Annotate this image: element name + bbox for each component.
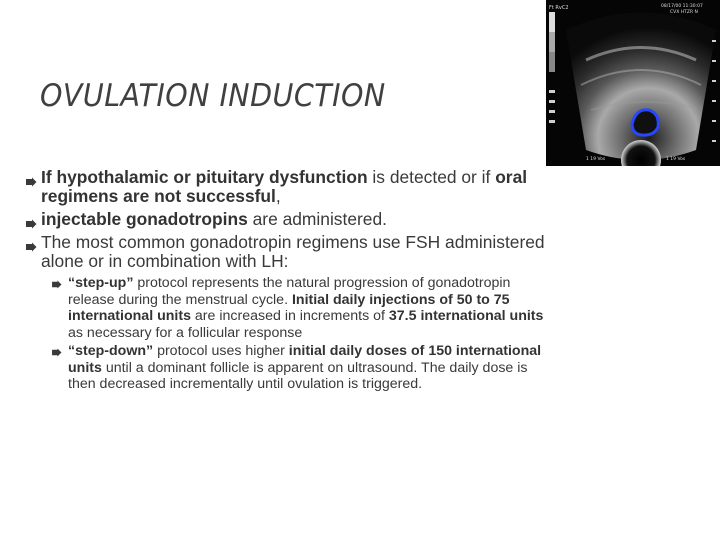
bold-text: If hypothalamic or pituitary dysfunction [41,167,368,187]
sub-bullet-item [52,343,546,393]
pointing-hand-bullet-icon [26,214,37,224]
ultrasound-header-line1: 08/17/00 11:30:07 [661,4,703,9]
bold-text: initial daily doses of 150 international units [68,343,542,376]
bullet-item [26,233,546,271]
pointing-hand-bullet-icon-glyph [26,242,37,252]
ultrasound-header-line2: CVX HTZR N [670,10,698,15]
pointing-hand-bullet-icon [52,277,62,286]
text-segment: is detected or if [367,167,496,187]
text-segment: The most common gonadotropin regimens use FSH administered alone or in combination with LH: [41,232,545,271]
pointing-hand-bullet-icon-glyph [26,177,37,187]
ultrasound-bottom-left-label: 1 19 Vos [586,157,606,162]
ultrasound-scan [546,0,720,166]
text-segment: , [275,186,281,206]
ultrasound-corner-label: Ft RvC2 [549,5,569,11]
pointing-hand-bullet-icon-glyph [52,280,62,289]
ultrasound-image [546,0,720,166]
slide-title: OVULATION INDUCTION [40,78,386,114]
ultrasound-bottom-right-label: 1 19 Vos [666,157,686,162]
text-segment: protocol represents the natural progression of gonadotropin release during the menstrual cycle. [68,275,511,308]
bold-text: injectable gonadotropins [41,209,248,229]
pointing-hand-bullet-icon [26,172,37,182]
bullet-list [26,168,546,394]
text-segment: are increased in increments of [190,308,389,324]
bullet-item [26,168,546,206]
bold-text: oral regimens are not successful [41,167,528,206]
pointing-hand-bullet-icon [26,237,37,247]
bold-text: 37.5 international units [388,308,544,324]
text-segment: until a dominant follicle is apparent on ultrasound. The daily dose is then decreased incrementally until ovulation is triggered. [68,359,528,392]
text-segment: protocol uses higher [153,343,289,359]
pointing-hand-bullet-icon-glyph [26,219,37,229]
bullet-item [26,210,546,229]
text-segment: are administered. [247,209,387,229]
bold-text: “step-down” [68,343,154,359]
bold-text: “step-up” [68,275,134,291]
pointing-hand-bullet-icon-glyph [52,348,62,357]
text-segment: as necessary for a follicular response [68,324,303,341]
sub-bullet-item [52,275,546,341]
pointing-hand-bullet-icon [52,345,62,354]
bold-text: Initial daily injections of 50 to 75 international units [68,291,510,324]
follicle-outline [632,110,658,135]
